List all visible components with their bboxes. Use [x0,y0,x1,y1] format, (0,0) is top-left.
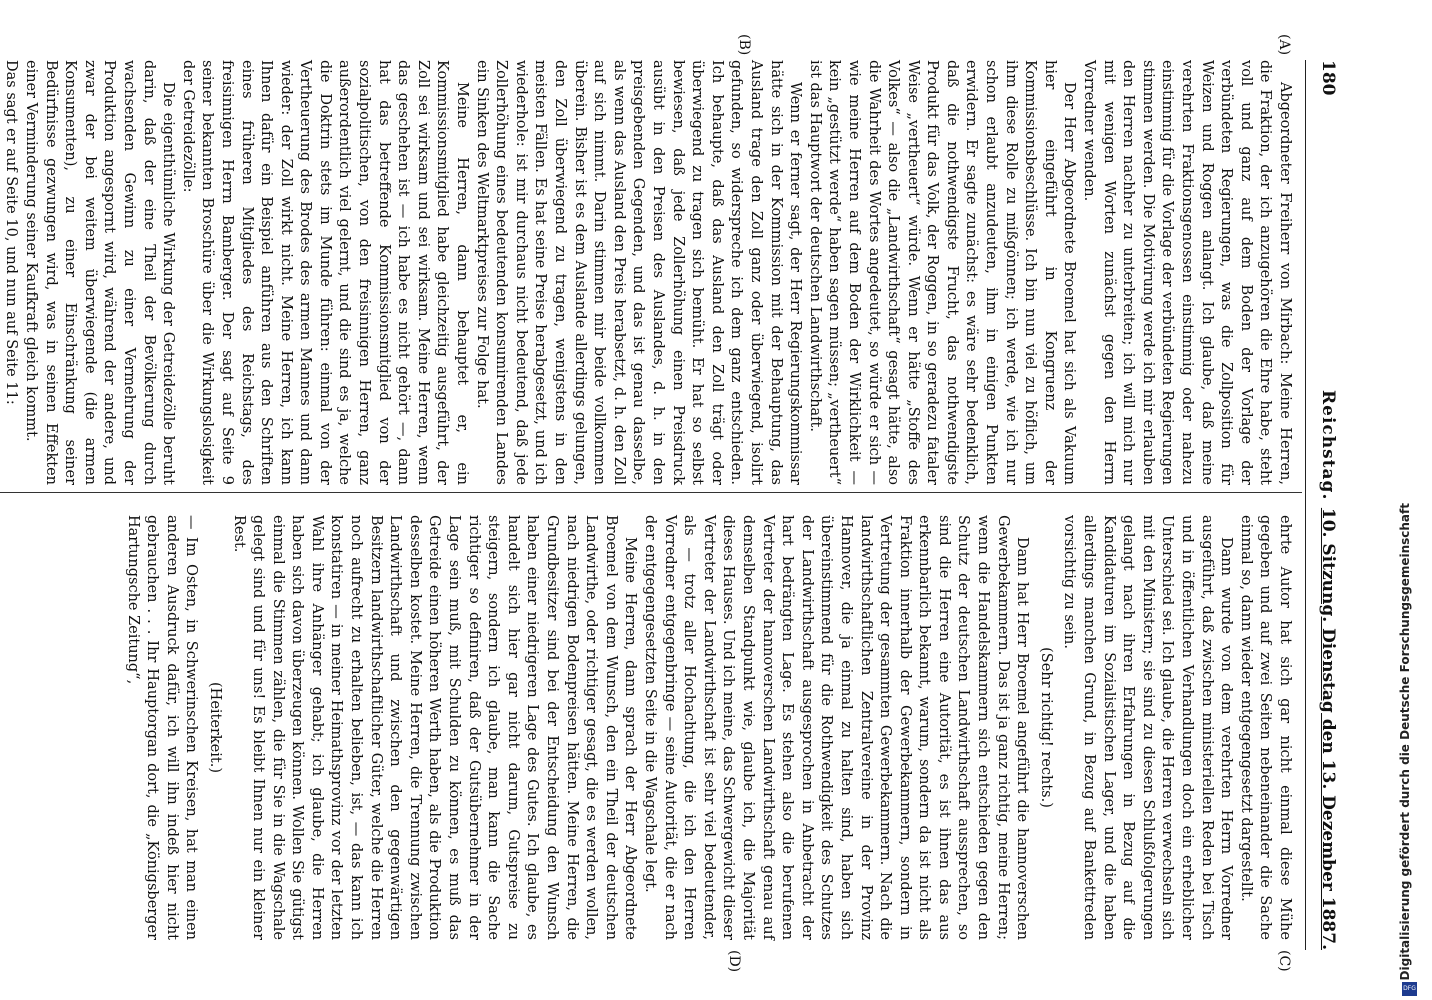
margin-marker-d: (D) [726,950,742,973]
margin-marker-b: (B) [736,34,752,56]
page-header [1308,60,1342,950]
interjection: (Heiterkeit.) [206,682,223,773]
header-rule [1305,60,1306,950]
paragraph: Meine Herren, dann behauptet er, ein Kommissionsmitglied habe gleichzeitig ausgeführt, der Zoll sei wirksam und sei wirksam. Meine Herren, wenn das geschehen ist — ich habe es nicht gehört —, dann hat das betreffende Kommissionsmitglied von der sozialpolitischen, von den freisinnigen Herren, ganz außerordentlich viel gelernt, und die sind es ja, welche die Doktrin stets im Munde führen: einmal von der Vertheuerung des Brodes des armen Mannes und dann wieder: der Zoll wirkt nicht. Meine Herren, ich kann Ihnen dafür ein Beispiel anführen aus den Schriften eines früheren Mitgliedes des Reichstags, des freisinnigen Herrn Bamberger. Der sagt auf Seite 9 seiner bekannten Broschüre über die Wirkungslosigkeit der Getreidezölle: [179,60,471,485]
paragraph: Dann hat Herr Broemel angeführt die hannoverschen Gewerbekammern. Das ist ja ganz richtig, meine Herren; wenn die Handelskammern sich entschieden gegen den Schutz der deutschen Landwirthschaft aussprechen, so sind die Herren eine Autorität, es ist ihnen das aus erkennbarlich bekannt, warum, sondern da ist nicht als Fraktion innerhalb der Gewerbekammern, sondern in Vertretung der gesammten Gewerbekammern. Nach die landwirthschaftlichen Zentralvereine in der Provinz Hannover, die ja einmal zu halten sind, haben sich übereinstimmend für die Rothwendigkeit des Schutzes der Landwirthschaft ausgesprochen in Anbetracht der hart bedrängten Lage. Es stehen also die berufenen Vertreter der hannoverschen Landwirthschaft genau auf demselben Standpunkt wie, glaube ich, die Majorität dieses Hauses. Und ich meine, das Schwergewicht dieser Vertreter der Landwirthschaft ist sehr viel bedeutender, als — trotz aller Hochachtung, die ich den Herren Vorredner entgegenbringe — seine Autorität, die er nach der entgegengesetzten Seite in die Wagschale legt. [642,515,1031,940]
paragraph: Der Herr Abgeordnete Broemel hat sich als Vakuum hier eingeführt in Kongruenz der Kommissionsbeschlüsse. Ich bin nun viel zu höflich, um ihm diese Rolle zu mißgönnen; ich werde, wie ich nur schon erlaubt anzudeuten, ihm in einigen Punkten erwidern. Er sagte zunächst: es wäre sehr bedenklich, daß die nothwendigste Frucht, das nothwendigste Produkt für das Volk, der Roggen, in so geradezu fataler Weise „vertheuert“ würde. Wenn er hätte „Stoffe des Volkes“ — also die „Landwirthschaft“ gesagt hätte, also die Wahrheit des Wortes angedeutet, so würde er sich — wie meine Herren auf dem Boden der Wirklichkeit — kein „gestützt werde“ haben sagen müssen; „vertheuert“ ist das Hauptwort der deutschen Landwirthschaft. [806,60,1078,485]
digitization-credit: Digitalisierung gefördert durch die Deutsche Forschungsgemeinschaft [1398,502,1412,980]
paragraph: — Im Osten, in Schwerinschen Kreisen, hat man einen anderen Ausdruck dafür, ich will ihn indeß hier nicht gebrauchen . . . Ihr Hauptorgan dort, die „Königsberger Hartungsche Zeitung“, [124,515,200,940]
interjection: (Sehr richtig! rechts.) [1037,647,1054,808]
quote-paragraph: Die eigenthümliche Wirkung der Getreidezölle beruht darin, daß der eine Theil der Bevölkerung durch wachsenden Gewinn zu einer Vermehrung der Produktion angespornt wird, während der andere, und zwar der bei weitem überwiegende (die armen Konsumenten), zu einer Einschränkung seiner Bedürfnisse gezwungen wird, was in seinen Effekten einer Verminderung seiner Kaufkraft gleich kommt. [23,60,177,485]
left-column [0,60,1294,485]
margin-marker-c: (C) [1276,950,1292,972]
paragraph: ehrte Autor hat sich gar nicht einmal diese Mühe gegeben und auf zwei Seiten nebeneinander die Sache einmal so, dann wieder entgegengesetzt dargestellt. [1237,515,1293,940]
quote-paragraph [0,60,1,485]
margin-marker-a: (A) [1276,34,1292,56]
dfg-logo-icon: DFG [1402,982,1417,996]
paragraph: Wenn er ferner sagt, der Herr Regierungskommissar hätte sich in der Kommission mit der Behauptung, das Ausland trage den Zoll ganz oder überwiegend, isolirt gefunden, so widerspreche ich dem ganz entschieden. Ich behaupte, daß das Ausland den Zoll trägt oder überwiegend zu tragen sich bemüht. Er hat so selbst bewiesen, daß jede Zollerhöhung einen Preisdruck ausübt in den Preisen des Auslandes, d. h. in den preisgebenden Gegenden, und das ist genau dasselbe, als wenn das Ausland den Preis herabsetzt, d. h. den Zoll auf sich nimmt. Darin stimmen mir beide vollkommen überein. Bisher ist es dem Auslande allerdings gelungen, den Zoll überwiegend zu tragen, wenigstens in den meisten Fällen. Es hat seine Preise herabgesetzt, und ich wiederhole: ist mir durchaus nicht bedeutend, daß jede Zollerhöhung eines bedeutenden konsumirenden Landes ein Sinken des Weltmarktpreises zur Folge hat. [473,60,804,485]
page-number: 180 [1318,60,1338,96]
digitization-footer [1390,0,1430,1000]
rotated-document-page [0,30,1352,973]
session-date: 10. Sitzung. Dienstag den 13. Dezember 1887. [1318,507,1338,950]
paragraph: Abgeordneter Freiherr von Mirbach: Meine Herren, die Fraktion, der ich anzugehören die Ehre habe, steht voll und ganz auf dem Boden der Vorlage der verbündeten Regierungen, was die Zollposition für Weizen und Roggen anlangt. Ich glaube, daß meine verehrten Fraktionsgenossen einstimmig oder nahezu einstimmig für die Vorlage der verbündeten Regierungen stimmen werden. Die Motivirung werde ich mir erlauben den Herren nachher zu unterbreiten; ich will mich nur mit wenigen Worten zunächst gegen den Herrn Vorredner wenden. [1081,60,1293,485]
column-divider [0,492,1302,493]
paragraph: Dann wurde von dem verehrten Herrn Vorredner ausgeführt, daß zwischen ministeriellen Reden bei Tisch und in öffentlichen Verhandlungen doch ein erheblicher Unterschied sei. Ich glaube, die Herren verwechseln sich mit den Ministern; sie sind zu diesen Schlußfolgerungen gelangt nach ihren Erfahrungen in Bezug auf die Kandidaturen im Sozialistischen Lager, und die haben allerdings manchen Grund, in Bezug auf Bankettreden vorsichtig zu sein. [1061,515,1235,940]
page-title: Reichstag. [1318,390,1338,501]
paragraph: Meine Herren, dann sprach der Herr Abgeordnete Broemel von dem Wunsch, den ein Theil der deutschen Landwirthe, oder richtiger gesagt, die es werden wollen, nach niedrigen Bodenpreisen hätten. Meine Herren, die Grundbesitzer sind bei der Entscheidung den Wunsch haben einer niedrigeren Lage des Gutes. Ich glaube, es handelt sich hier gar nicht darum, Gutspreise zu steigern, sondern ich glaube, man kann die Sache richtiger so definiren, daß der Gutsübernehmer in der Lage sein muß, mit Schulden zu können, es muß das Getreide einen höheren Werth haben, als die Produktion desselben kostet. Meine Herren, die Trennung zwischen Landwirthschaft und zwischen den gegenwärtigen Besitzern landwirthschaftlicher Güter, welche die Herren noch aufrecht zu erhalten belieben, ist, — das kann ich konstatiren — in meiner Heimathsprovinz vor der letzten Wahl ihre Anhänger gehabt; ich glaube, die Herren haben sich davon überzeugen können. Wollen Sie gütigst einmal die Stimmen zählen, die für Sie in die Wagschale gelegt sind und für uns! Es bleibt Ihnen nur ein kleiner Rest. [230,515,639,940]
paragraph: Das sagt er auf Seite 10, und nun auf Seite 11: [3,60,20,405]
right-column [122,515,1294,940]
